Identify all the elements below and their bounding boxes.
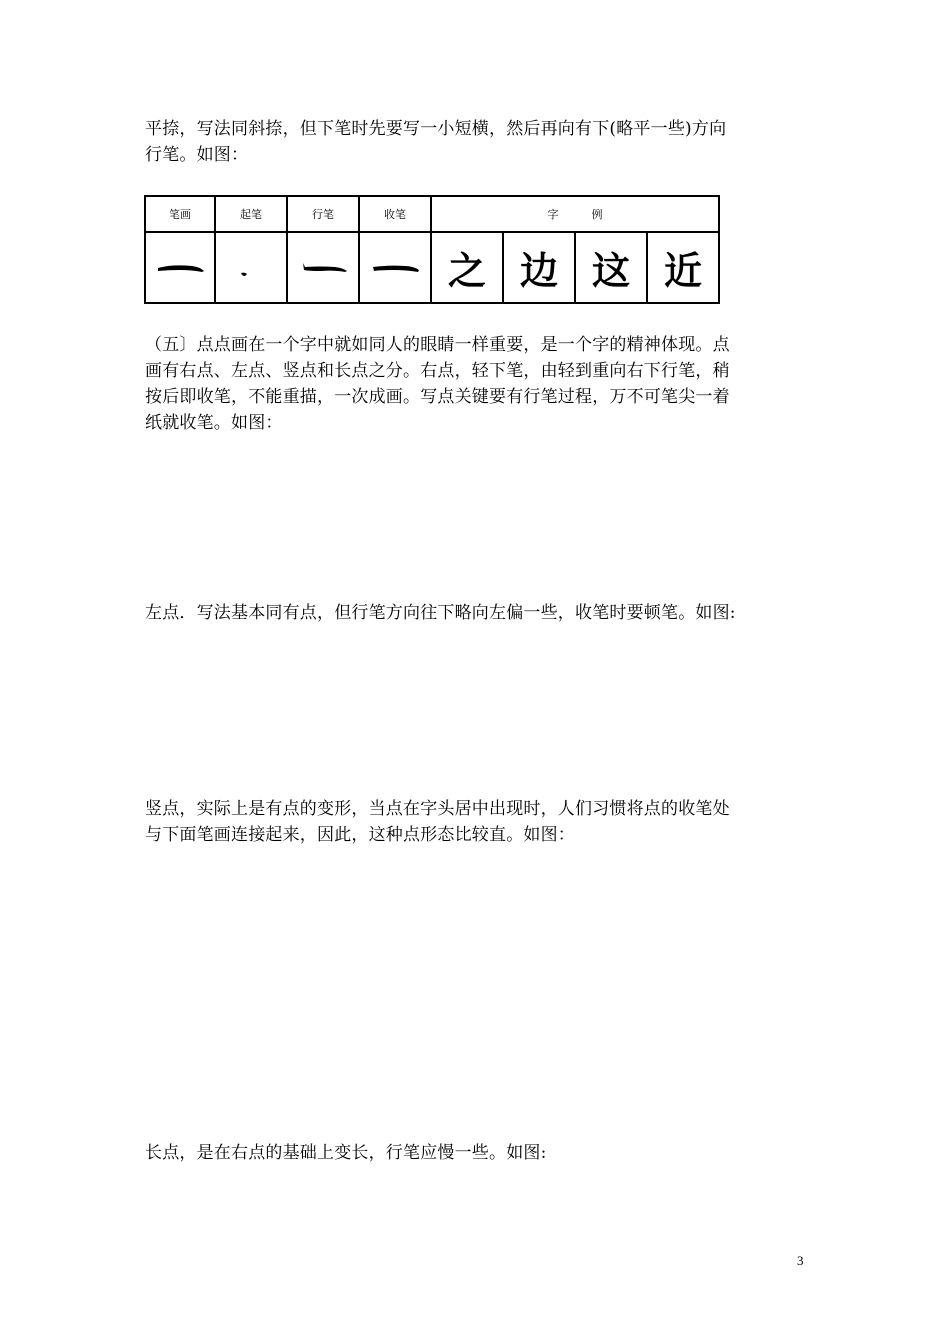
text-line: 与下面笔画连接起来，因此，这种点形态比较直。如图： <box>145 825 575 845</box>
example-char: 这 <box>591 248 630 293</box>
example-char: 近 <box>663 248 702 293</box>
header-end: 收笔 <box>359 196 431 232</box>
stroke-full-image <box>152 253 208 283</box>
example-char-cell <box>503 232 575 303</box>
paragraph-left-dot <box>145 600 810 626</box>
text-line: 竖点，实际上是有点的变形，当点在字头居中出现时，人们习惯将点的收笔处 <box>145 799 730 819</box>
header-start: 起笔 <box>215 196 287 232</box>
example-char-cell <box>575 232 647 303</box>
text-line: 平捺，写法同斜捺，但下笔时先要写一小短横，然后再向有下(略平一些)方向 <box>145 119 727 139</box>
stroke-move-cell <box>287 232 359 303</box>
paragraph-vertical-dot <box>145 796 810 848</box>
text-line: 行笔。如图： <box>145 145 249 165</box>
paragraph-flat-na <box>145 116 810 168</box>
text-line: 左点．写法基本同有点，但行笔方向往下略向左偏一些，收笔时要顿笔。如图: <box>145 603 736 623</box>
paragraph-long-dot <box>145 1140 810 1166</box>
text-line: 长点，是在右点的基础上变长，行笔应慢一些。如图: <box>145 1143 547 1163</box>
stroke-end-cell <box>359 232 431 303</box>
example-char-cell <box>647 232 719 303</box>
header-stroke: 笔画 <box>145 196 215 232</box>
example-char: 边 <box>519 248 558 293</box>
stroke-start-cell <box>215 232 287 303</box>
example-char-cell <box>431 232 503 303</box>
table-header-row <box>145 196 719 232</box>
paragraph-dots <box>145 332 810 436</box>
stroke-table <box>144 195 720 304</box>
page-number: 3 <box>797 1253 804 1268</box>
stroke-start-image <box>223 253 279 283</box>
stroke-full-cell <box>145 232 215 303</box>
header-examples: 字 例 <box>431 196 719 232</box>
header-move: 行笔 <box>287 196 359 232</box>
text-line: 纸就收笔。如图： <box>145 413 283 433</box>
stroke-move-image <box>295 253 351 283</box>
table-row <box>145 232 719 303</box>
text-line: 画有右点、左点、竖点和长点之分。右点，轻下笔，由轻到重向右下行笔，稍 <box>145 361 730 381</box>
stroke-end-image <box>367 253 423 283</box>
example-char: 之 <box>447 248 486 293</box>
text-line: （五〕点点画在一个字中就如同人的眼睛一样重要，是一个字的精神体现。点 <box>145 335 730 355</box>
text-line: 按后即收笔，不能重描，一次成画。写点关键要有行笔过程，万不可笔尖一着 <box>145 387 730 407</box>
